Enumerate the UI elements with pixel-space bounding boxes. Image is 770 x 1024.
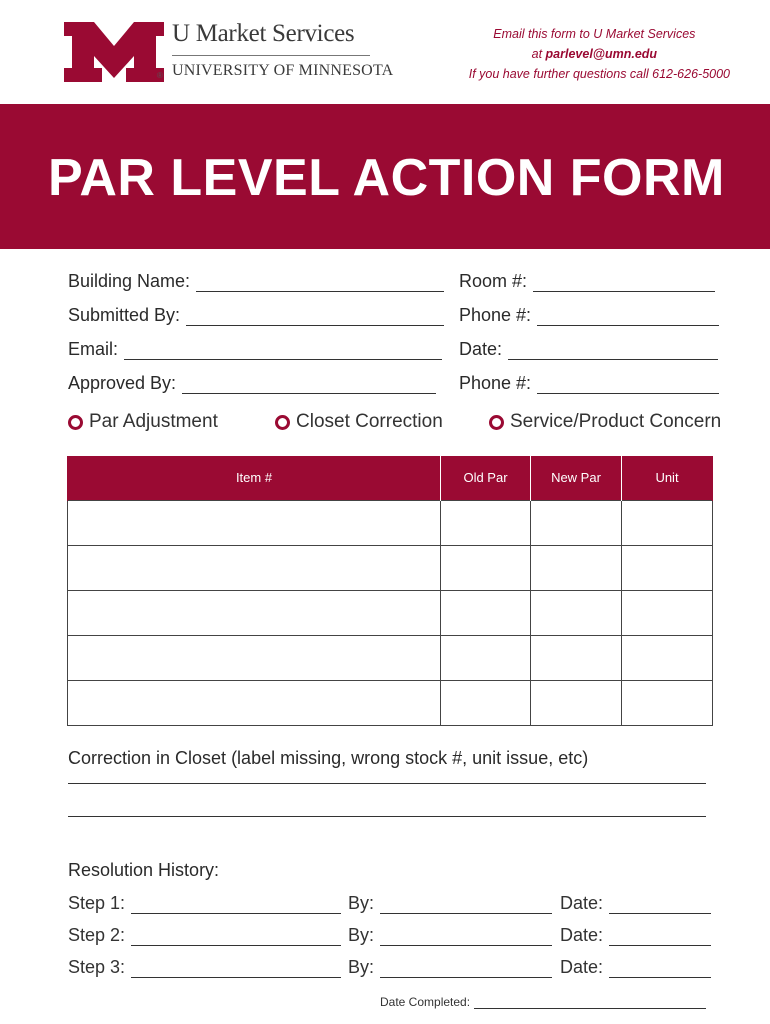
date-label: Date: — [560, 925, 604, 945]
contact-line-3: If you have further questions call 612-626-5000 — [468, 67, 730, 81]
new-par-cell[interactable] — [531, 500, 622, 545]
approved-by-label: Approved By: — [68, 373, 177, 393]
radio-circle-icon[interactable] — [489, 415, 504, 430]
date-completed-input[interactable] — [474, 999, 706, 1009]
by-label: By: — [348, 893, 375, 913]
by-label: By: — [348, 957, 375, 977]
phone-field-1[interactable] — [459, 304, 719, 326]
contact-email-link[interactable]: parlevel@umn.edu — [545, 47, 658, 61]
email-label: Email: — [68, 339, 119, 359]
phone-label-1: Phone #: — [459, 305, 532, 325]
step-1-by-input[interactable] — [380, 900, 552, 914]
step-1-field[interactable] — [68, 892, 341, 914]
table-row — [68, 545, 713, 590]
step-2-field[interactable] — [68, 924, 341, 946]
resolution-label: Resolution History: — [68, 860, 220, 880]
step-1-date-field[interactable] — [560, 892, 711, 914]
room-label: Room #: — [459, 271, 528, 291]
step-3-by-input[interactable] — [380, 964, 552, 978]
old-par-cell[interactable] — [441, 545, 531, 590]
unit-cell[interactable] — [622, 500, 713, 545]
col-new-par: New Par — [531, 456, 622, 500]
radio-circle-icon[interactable] — [68, 415, 83, 430]
table-header-row — [68, 456, 713, 500]
step-1-label: Step 1: — [68, 893, 126, 913]
step-2-date-input[interactable] — [609, 932, 711, 946]
radio-service-product-concern[interactable] — [489, 411, 721, 433]
contact-info — [469, 24, 730, 84]
title-banner — [0, 104, 770, 249]
step-1-by-field[interactable] — [348, 892, 552, 914]
unit-cell[interactable] — [622, 635, 713, 680]
page-title: PAR LEVEL ACTION FORM — [48, 149, 725, 207]
step-3-label: Step 3: — [68, 957, 126, 977]
old-par-cell[interactable] — [441, 500, 531, 545]
building-name-field[interactable] — [68, 270, 444, 292]
date-label: Date: — [560, 893, 604, 913]
date-label: Date: — [459, 339, 503, 359]
correction-label: Correction in Closet (label missing, wrong stock #, unit issue, etc) — [68, 748, 589, 768]
email-input[interactable] — [124, 346, 442, 360]
step-2-input[interactable] — [131, 932, 341, 946]
radio-label: Service/Product Concern — [510, 411, 722, 432]
room-field[interactable] — [459, 270, 715, 292]
date-completed-field[interactable] — [380, 993, 706, 1009]
step-3-date-input[interactable] — [609, 964, 711, 978]
step-3-by-field[interactable] — [348, 956, 552, 978]
unit-cell[interactable] — [622, 590, 713, 635]
contact-line-2 — [469, 44, 730, 64]
step-2-date-field[interactable] — [560, 924, 711, 946]
building-name-label: Building Name: — [68, 271, 191, 291]
phone-label-2: Phone #: — [459, 373, 532, 393]
radio-label: Closet Correction — [296, 411, 443, 432]
step-2-by-input[interactable] — [380, 932, 552, 946]
step-2-by-field[interactable] — [348, 924, 552, 946]
university-name: UNIVERSITY OF MINNESOTA — [172, 62, 394, 79]
item-table — [67, 456, 713, 726]
correction-line-2[interactable] — [68, 816, 706, 817]
approved-by-input[interactable] — [182, 380, 436, 394]
col-old-par: Old Par — [441, 456, 531, 500]
col-item-number: Item # — [68, 456, 441, 500]
building-name-input[interactable] — [196, 278, 444, 292]
step-2-label: Step 2: — [68, 925, 126, 945]
table-row — [68, 590, 713, 635]
new-par-cell[interactable] — [531, 545, 622, 590]
item-cell[interactable] — [68, 500, 441, 545]
approved-by-field[interactable] — [68, 372, 436, 394]
new-par-cell[interactable] — [531, 635, 622, 680]
room-input[interactable] — [533, 278, 715, 292]
registered-mark: ® — [157, 71, 163, 80]
old-par-cell[interactable] — [441, 635, 531, 680]
old-par-cell[interactable] — [441, 680, 531, 725]
submitted-by-input[interactable] — [186, 312, 444, 326]
unit-cell[interactable] — [622, 545, 713, 590]
old-par-cell[interactable] — [441, 590, 531, 635]
step-3-input[interactable] — [131, 964, 341, 978]
phone-input-1[interactable] — [537, 312, 719, 326]
date-label: Date: — [560, 957, 604, 977]
unit-cell[interactable] — [622, 680, 713, 725]
date-completed-label: Date Completed: — [380, 995, 471, 1009]
item-cell[interactable] — [68, 545, 441, 590]
submitted-by-label: Submitted By: — [68, 305, 181, 325]
contact-at: at — [531, 47, 546, 61]
phone-input-2[interactable] — [537, 380, 719, 394]
item-cell[interactable] — [68, 635, 441, 680]
date-field[interactable] — [459, 338, 718, 360]
step-1-date-input[interactable] — [609, 900, 711, 914]
contact-line-1: Email this form to U Market Services — [493, 27, 696, 41]
item-cell[interactable] — [68, 680, 441, 725]
step-3-date-field[interactable] — [560, 956, 711, 978]
step-3-field[interactable] — [68, 956, 341, 978]
radio-closet-correction[interactable] — [275, 411, 443, 433]
date-input[interactable] — [508, 346, 718, 360]
by-label: By: — [348, 925, 375, 945]
table-row — [68, 680, 713, 725]
radio-label: Par Adjustment — [89, 411, 218, 432]
org-name: U Market Services — [172, 20, 355, 47]
correction-line-1[interactable] — [68, 783, 706, 784]
submitted-by-field[interactable] — [68, 304, 444, 326]
radio-circle-icon[interactable] — [275, 415, 290, 430]
step-1-input[interactable] — [131, 900, 341, 914]
col-unit: Unit — [622, 456, 713, 500]
email-field[interactable] — [68, 338, 442, 360]
new-par-cell[interactable] — [531, 590, 622, 635]
block-m-icon — [64, 22, 164, 82]
logo-divider — [172, 55, 370, 56]
new-par-cell[interactable] — [531, 680, 622, 725]
radio-par-adjustment[interactable] — [68, 411, 218, 433]
table-row — [68, 635, 713, 680]
phone-field-2[interactable] — [459, 372, 719, 394]
table-row — [68, 500, 713, 545]
item-cell[interactable] — [68, 590, 441, 635]
